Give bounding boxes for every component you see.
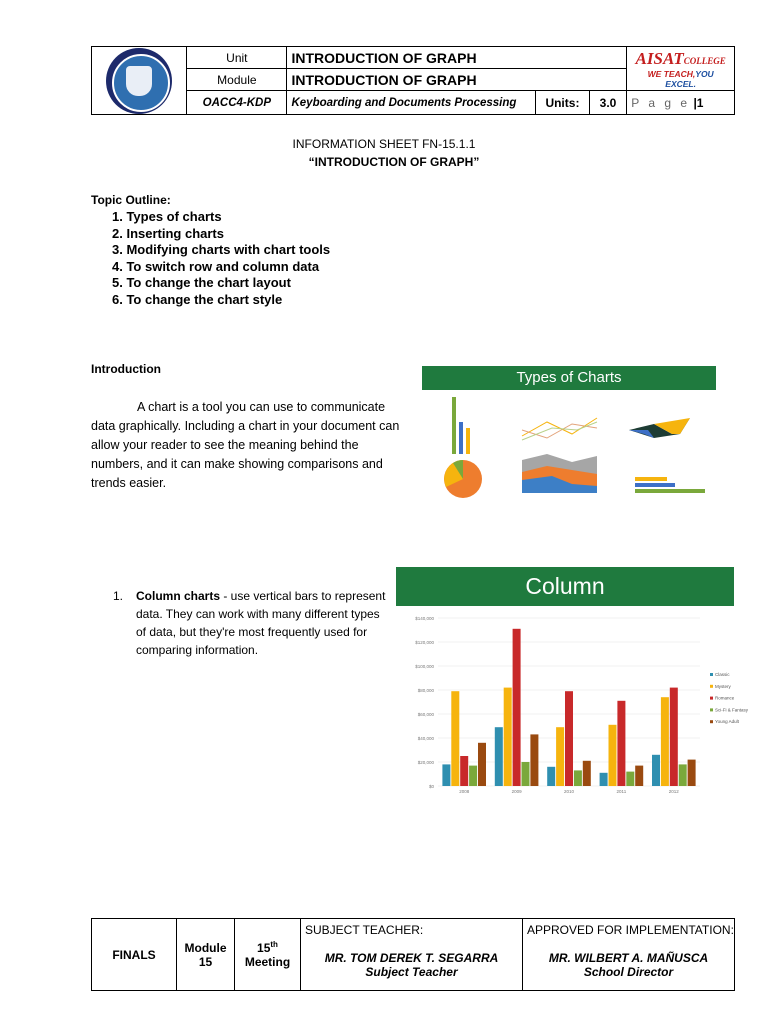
approver-signature: [523, 941, 735, 991]
sheet-number: INFORMATION SHEET FN-15.1.1: [292, 137, 476, 151]
y-tick-label: $140,000: [415, 616, 434, 621]
bar-romance: [670, 688, 678, 786]
bar-mystery: [504, 688, 512, 786]
x-tick-label: 2009: [511, 789, 522, 794]
course-code: OACC4-KDP: [187, 91, 287, 115]
outline-item: 3. Modifying charts with chart tools: [112, 242, 331, 257]
bar-classic: [547, 767, 555, 786]
teacher-role: Subject Teacher: [365, 965, 458, 980]
outline-title: Topic Outline:: [91, 193, 171, 207]
y-tick-label: $60,000: [417, 712, 434, 717]
outline-item: 5. To change the chart layout: [112, 275, 291, 290]
module-cell: Module 15: [177, 919, 235, 991]
bar-romance: [460, 756, 468, 786]
aisat-brand: AISAT: [635, 48, 684, 68]
x-tick-label: 2012: [668, 789, 679, 794]
page-cell: P a g e |1: [627, 91, 735, 115]
y-tick-label: $0: [428, 784, 434, 789]
outline-item: 1. Types of charts: [112, 209, 222, 224]
legend-swatch: [710, 685, 713, 688]
teacher-heading: SUBJECT TEACHER:: [301, 919, 523, 941]
y-tick-label: $80,000: [417, 688, 434, 693]
column-charts-term: Column charts: [136, 589, 221, 603]
bar-romance: [617, 701, 625, 786]
course-title: Keyboarding and Documents Processing: [287, 91, 536, 115]
legend-swatch: [710, 697, 713, 700]
bar-classic: [600, 773, 608, 786]
chart-title: Column: [396, 567, 734, 606]
bar-young-adult: [530, 734, 538, 786]
bar-classic: [652, 755, 660, 786]
legend-entry: Young Adult: [715, 719, 739, 725]
module-number: 15: [198, 954, 213, 969]
y-tick-label: $20,000: [417, 760, 434, 765]
bar-sci-fi-fantasy: [626, 772, 634, 786]
teacher-signature: [301, 941, 523, 991]
school-seal-cell: [92, 47, 187, 115]
meeting-cell: 15th Meeting: [235, 919, 301, 991]
intro-paragraph: A chart is a tool you can use to communicate data graphically. Including a chart in your document can allow your reader to see the meaning behind the numbers, and it can make showing comparisons and trends easier.: [91, 400, 400, 490]
legend-entry: Romance: [715, 695, 735, 701]
bar-young-adult: [583, 761, 591, 786]
bar-mystery: [556, 727, 564, 786]
bar-sci-fi-fantasy: [574, 770, 582, 786]
outline-item: 4. To switch row and column data: [112, 258, 320, 274]
x-tick-label: 2008: [459, 789, 470, 794]
approver-name: MR. WILBERT A. MAÑUSCA: [548, 951, 709, 966]
topic-outline: [112, 209, 330, 308]
bar-romance: [565, 691, 573, 786]
unit-label: Unit: [187, 47, 287, 69]
column-chart: [396, 606, 749, 802]
bar-young-adult: [478, 743, 486, 786]
meeting-label: Meeting: [244, 955, 291, 969]
bar-sci-fi-fantasy: [679, 764, 687, 786]
y-tick-label: $120,000: [415, 640, 434, 645]
module-value: INTRODUCTION OF GRAPH: [287, 69, 627, 91]
term-label: FINALS: [92, 919, 177, 991]
legend-entry: Classic: [715, 672, 730, 677]
module-label: Module: [187, 69, 287, 91]
bar-mystery: [661, 697, 669, 786]
y-tick-label: $40,000: [417, 736, 434, 741]
bar-romance: [513, 629, 521, 786]
school-seal-logo: [106, 48, 172, 114]
legend-swatch: [710, 708, 713, 711]
bar-mystery: [451, 691, 459, 786]
footer-table: [91, 918, 735, 991]
column-charts-description: - use vertical bars to represent data. They can work with many different types of data, but they're most frequently used for comparing information.: [136, 589, 386, 657]
legend-entry: Mystery: [715, 683, 731, 689]
aisat-brand-suffix: COLLEGE: [683, 55, 726, 66]
outline-item: 6. To change the chart style: [112, 291, 283, 307]
bar-young-adult: [635, 766, 643, 786]
teacher-name: MR. TOM DEREK T. SEGARRA: [324, 951, 499, 966]
bar-classic: [442, 764, 450, 786]
chart-types-illustration: [422, 394, 716, 498]
x-tick-label: 2011: [616, 789, 627, 794]
unit-value: INTRODUCTION OF GRAPH: [287, 47, 627, 69]
bar-classic: [495, 727, 503, 786]
units-label: Units:: [536, 91, 590, 115]
aisat-logo-cell: [627, 47, 735, 91]
legend-entry: Sci-Fi & Fantasy: [715, 707, 749, 713]
outline-item: 2. Inserting charts: [112, 225, 224, 241]
units-value: 3.0: [589, 91, 627, 115]
approver-heading: APPROVED FOR IMPLEMENTATION:: [523, 919, 735, 941]
bar-young-adult: [688, 760, 696, 786]
approver-role: School Director: [583, 965, 674, 980]
bar-sci-fi-fantasy: [522, 762, 530, 786]
legend-swatch: [710, 720, 713, 723]
bar-sci-fi-fantasy: [469, 766, 477, 786]
list-number: 1.: [113, 589, 124, 603]
intro-heading: Introduction: [91, 362, 161, 376]
y-tick-label: $100,000: [415, 664, 434, 669]
header-table: [91, 46, 735, 115]
aisat-logo: [631, 49, 730, 69]
page-number: 1: [696, 95, 704, 110]
aisat-tagline: WE TEACH,YOU EXCEL.: [647, 68, 714, 89]
column-charts-item: [113, 587, 388, 659]
types-of-charts-banner: Types of Charts: [422, 366, 716, 390]
sheet-title: “INTRODUCTION OF GRAPH”: [308, 155, 480, 169]
x-tick-label: 2010: [563, 789, 575, 794]
bar-mystery: [609, 725, 617, 786]
legend-swatch: [710, 673, 713, 676]
